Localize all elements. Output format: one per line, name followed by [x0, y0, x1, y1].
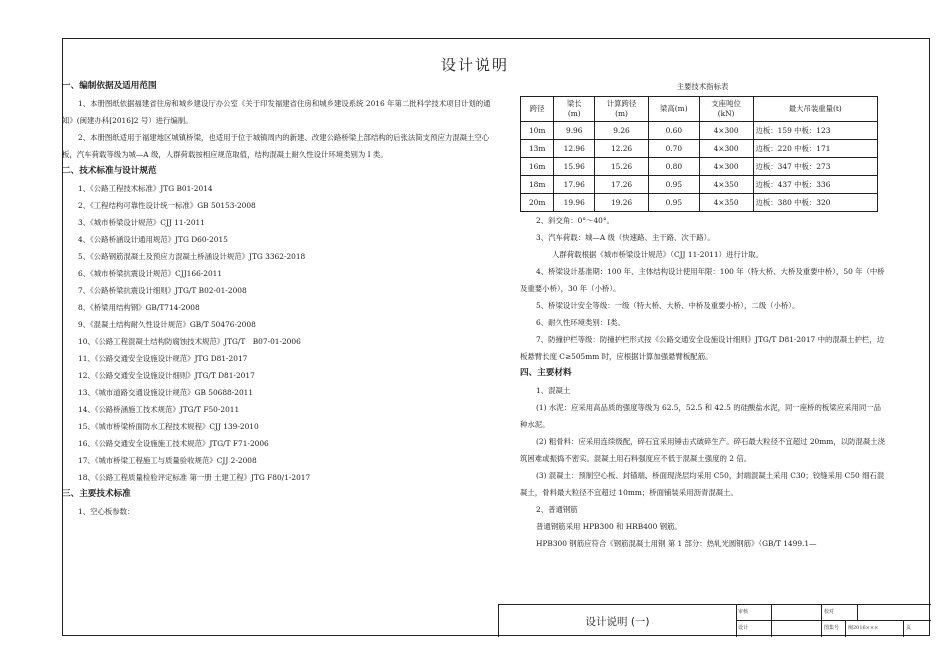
table-cell: 4×300 — [699, 158, 753, 176]
table-cell: 边板：437 中板：336 — [753, 176, 878, 194]
standard-item: 11、《公路交通安全设施设计规范》JTG D81-2017 — [78, 354, 248, 363]
table-row — [521, 176, 878, 194]
table-cell: 9.26 — [595, 122, 649, 140]
paragraph: (2) 粗骨料：应采用连续级配，碎石宜采用锤击式破碎生产。碎石最大粒径不宜超过 20mm，以防混凝土浇筑困难或振捣不密实。混凝土用石料强度应不低于混凝土强度的 2 倍。 — [520, 437, 885, 463]
spec-table — [520, 96, 878, 212]
table-cell: 0.95 — [648, 176, 699, 194]
standard-item: 13、《城市道路交通设施设计规范》GB 50688-2011 — [78, 388, 254, 397]
paragraph: 2、本册图纸适用于福建地区城镇桥梁，也适用于位于城镇周内的新建、改建公路桥梁上部结构的后张法简支预应力混凝土空心板，汽车荷载等级为城—A 级，人群荷载按相应规范取值，结构混凝土耐久性设计环境类别为 I 类。 — [62, 133, 490, 159]
page-label: 页 — [906, 625, 912, 631]
standard-item: 15、《城市桥梁桥面防水工程技术规程》CJJ 139-2010 — [78, 422, 259, 431]
standards-list — [62, 180, 498, 486]
section-heading-2: 二、技术标准与设计规范 — [62, 166, 157, 176]
table-cell: 边板：380 中板：320 — [753, 194, 878, 212]
paragraph: (1) 水泥：应采用高品质的强度等级为 62.5，52.5 和 42.5 的硅酸盐水泥，同一座桥的板梁应采用同一品种水泥。 — [520, 403, 882, 429]
table-cell: 16m — [521, 158, 554, 176]
paragraph: 5、桥梁设计安全等级：一级（特大桥、大桥、中桥及重要小桥），二级（小桥）。 — [536, 301, 800, 310]
table-cell: 0.80 — [648, 158, 699, 176]
standard-item: 18、《公路工程质量检验评定标准 第一册 土建工程》JTG F80/1-2017 — [78, 473, 311, 482]
standard-item: 7、《公路桥梁抗震设计细则》JTG/T B02-01-2008 — [78, 286, 247, 295]
table-cell: 边板：347 中板：273 — [753, 158, 878, 176]
standard-item: 2、《工程结构可靠性设计统一标准》GB 50153-2008 — [78, 201, 256, 210]
standard-item: 5、《公路钢筋混凝土及预应力混凝土桥涵设计规范》JTG 3362-2018 — [78, 252, 306, 261]
table-cell: 13m — [521, 140, 554, 158]
table-cell: 0.95 — [648, 194, 699, 212]
paragraph: 4、桥梁设计基准期：100 年、主体结构设计使用年限：100 年（特大桥、大桥及重要中桥），50 年（中桥及重要小桥），30 年（小桥）。 — [520, 267, 885, 293]
check-label: 校对 — [822, 605, 858, 621]
standard-item: 9、《混凝土结构耐久性设计规范》GB/T 50476-2008 — [78, 320, 256, 329]
table-cell: 边板：159 中板：123 — [753, 122, 878, 140]
design-label: 设计 — [736, 621, 772, 637]
title-block-name: 设计说明 (一) — [499, 605, 737, 637]
standard-item: 8、《桥梁用结构钢》GB/T714-2008 — [78, 303, 200, 312]
paragraph: 6、耐久性环境类别：Ⅰ类。 — [536, 318, 625, 327]
table-cell: 0.70 — [648, 140, 699, 158]
design-signature — [772, 621, 822, 637]
page-title: 设计说明 — [440, 56, 509, 74]
table-header-cell: 计算跨径 (m) — [595, 97, 649, 122]
paragraph: 1、混凝土 — [536, 386, 571, 395]
title-block — [498, 604, 931, 637]
table-cell: 10m — [521, 122, 554, 140]
paragraph: 1、空心板参数： — [78, 507, 135, 516]
table-row — [521, 158, 878, 176]
paragraph: 1、本册图纸依据福建省住房和城乡建设厅办公室《关于印发福建省住房和城乡建设系统 2016 年第二批科学技术项目计划的通知》(闽建办科[2016]2 号）进行编制。 — [62, 99, 491, 125]
table-cell: 4×350 — [699, 176, 753, 194]
standard-item: 4、《公路桥涵设计通用规范》JTG D60-2015 — [78, 235, 228, 244]
paragraph: 普通钢筋采用 HPB300 和 HRB400 钢筋。 — [536, 522, 682, 531]
table-cell: 9.96 — [554, 122, 595, 140]
table-cell: 4×300 — [699, 140, 753, 158]
table-header-cell: 支座吨位 (kN) — [699, 97, 753, 122]
table-header-row — [521, 97, 878, 122]
table-row — [521, 140, 878, 158]
paragraph: 人群荷载根据《城市桥梁设计规范》（CJJ 11-2011）进行计取。 — [552, 250, 763, 259]
table-cell: 边板：220 中板：171 — [753, 140, 878, 158]
table-cell: 15.26 — [595, 158, 649, 176]
table-cell: 12.26 — [595, 140, 649, 158]
table-cell: 12.96 — [554, 140, 595, 158]
table-header-cell: 梁高(m) — [648, 97, 699, 122]
table-row — [521, 122, 878, 140]
standard-item: 17、《城市桥梁工程施工与质量验收规范》CJJ 2-2008 — [78, 456, 257, 465]
review-signature — [772, 605, 822, 621]
table-cell: 4×300 — [699, 122, 753, 140]
section-heading-1: 一、编制依据及适用范围 — [62, 81, 157, 91]
table-cell: 4×350 — [699, 194, 753, 212]
paragraph: 2、斜交角：0°～40°。 — [536, 216, 614, 225]
table-header-cell: 跨径 — [521, 97, 554, 122]
drawing-no: 闽2016××× — [846, 621, 904, 637]
table-caption: 主要技术指标表 — [676, 82, 729, 91]
review-label: 审核 — [736, 605, 772, 621]
table-cell: 18m — [521, 176, 554, 194]
section-heading-4: 四、主要材料 — [520, 368, 572, 378]
table-row — [521, 194, 878, 212]
table-cell: 15.96 — [554, 158, 595, 176]
table-cell: 17.26 — [595, 176, 649, 194]
table-cell: 17.96 — [554, 176, 595, 194]
paragraph: 7、防撞护栏等级：防撞护栏形式按《公路交通安全设施设计细则》JTG/T D81-2017 中的混凝土护栏，边板悬臂长度 C≥505mm 时，应根据计算加强悬臂板配筋。 — [520, 335, 885, 361]
table-header-cell: 梁长 (m) — [554, 97, 595, 122]
standard-item: 14、《公路桥涵施工技术规范》JTG/T F50-2011 — [78, 405, 240, 414]
paragraph: 2、普通钢筋 — [536, 505, 578, 514]
paragraph: (3) 混凝土：预制空心板、封锚端、桥面现浇层均采用 C50，封端混凝土采用 C30；铰缝采用 C50 细石混凝土，骨料最大粒径不宜超过 10mm；桥面铺装采用沥青混凝土。 — [520, 471, 885, 497]
standard-item: 1、《公路工程技术标准》JTG B01-2014 — [78, 184, 213, 193]
table-cell: 0.60 — [648, 122, 699, 140]
standard-item: 16、《公路交通安全设施施工技术规范》JTG/T F71-2006 — [78, 439, 269, 448]
check-signature — [858, 605, 931, 621]
table-cell: 20m — [521, 194, 554, 212]
table-cell: 19.26 — [595, 194, 649, 212]
table-cell: 19.96 — [554, 194, 595, 212]
standard-item: 12、《公路交通安全设施设计细则》JTG/T D81-2017 — [78, 371, 255, 380]
standard-item: 6、《城市桥梁抗震设计规范》CJJ166-2011 — [78, 269, 223, 278]
paragraph: HPB300 钢筋应符合《钢筋混凝土用钢 第 1 部分：热轧光圆钢筋》（GB/T 1499.1— — [536, 539, 817, 548]
paragraph: 3、汽车荷载：城—A 级（快速路、主干路、次干路）。 — [536, 233, 715, 242]
right-column — [520, 78, 885, 552]
drawing-no-label: 图集号 — [822, 621, 846, 637]
section-heading-3: 三、主要技术标准 — [62, 489, 131, 499]
table-header-cell: 最大吊装重量(t) — [753, 97, 878, 122]
standard-item: 3、《城市桥梁设计规范》CJJ 11-2011 — [78, 218, 205, 227]
standard-item: 10、《公路工程混凝土结构防腐蚀技术规范》JTG/T B07-01-2006 — [78, 337, 301, 346]
left-column — [62, 78, 498, 520]
